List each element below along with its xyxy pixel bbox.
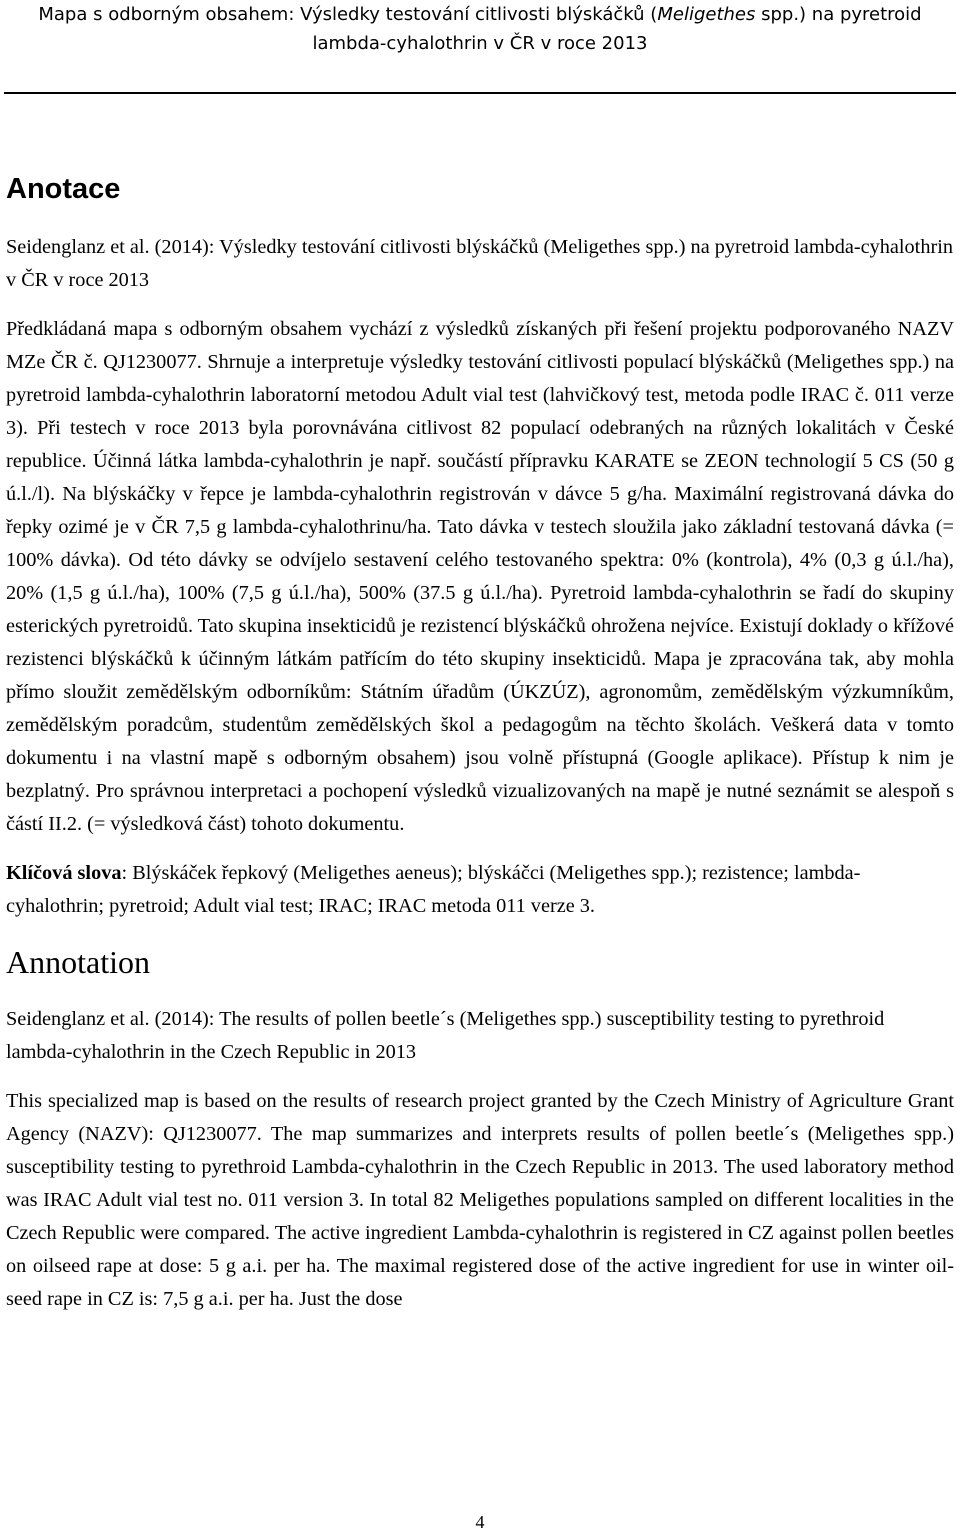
running-header-line-1: [8, 0, 952, 29]
page-number: 4: [475, 1512, 485, 1532]
keywords-text: : Blýskáček řepkový (Meligethes aeneus); blýskáčci (Meligethes spp.); rezistence; lambda-cyhalothrin; pyretroid; Adult vial test; IRAC; IRAC metoda 011 verze 3.: [6, 862, 861, 917]
keywords-label: Klíčová slova: [6, 862, 122, 884]
page-content: [6, 165, 954, 1332]
header-text-italic: Meligethes: [657, 4, 756, 25]
running-header-line-2: lambda-cyhalothrin v ČR v roce 2013: [312, 33, 648, 54]
running-header: [8, 0, 952, 58]
english-abstract: This specialized map is based on the results of research project granted by the Czech Ministry of Agriculture Grant Agency (NAZV): QJ1230077. The map summarizes and interprets results of pollen beetle´s (Meligethes spp.) susceptibility testing to pyrethroid Lambda-cyhalothrin in the Czech Republic in 2013. The used laboratory method was IRAC Adult vial test no. 011 version 3. In total 82 Meligethes populations sampled on different localities in the Czech Republic were compared. The active ingredient Lambda-cyhalothrin is registered in CZ against pollen beetles on oilseed rape at dose: 5 g a.i. per ha. The maximal registered dose of the active ingredient for use in winter oil-seed rape in CZ is: 7,5 g a.i. per ha. Just the dose: [6, 1090, 954, 1310]
czech-keywords: [6, 857, 954, 923]
header-rule: [4, 92, 956, 94]
czech-citation: Seidenglanz et al. (2014): Výsledky testování citlivosti blýskáčků (Meligethes spp.) na pyretroid lambda-cyhalothrin v ČR v roce 2013: [6, 236, 953, 291]
english-section-heading: Annotation: [6, 944, 150, 980]
header-text-end: spp.) na pyretroid: [755, 4, 922, 25]
header-text-start: Mapa s odborným obsahem: Výsledky testování citlivosti blýskáčků (: [38, 4, 658, 25]
english-citation: Seidenglanz et al. (2014): The results of pollen beetle´s (Meligethes spp.) susceptibility testing to pyrethroid lambda-cyhalothrin in the Czech Republic in 2013: [6, 1008, 885, 1063]
czech-abstract: Předkládaná mapa s odborným obsahem vychází z výsledků získaných při řešení projektu podporovaného NAZV MZe ČR č. QJ1230077. Shrnuje a interpretuje výsledky testování citlivosti populací blýskáčků (Meligethes spp.) na pyretroid lambda-cyhalothrin laboratorní metodou Adult vial test (lahvičkový test, metoda podle IRAC č. 011 verze 3). Při testech v roce 2013 byla porovnávána citlivost 82 populací odebraných na různých lokalitách v České republice. Účinná látka lambda-cyhalothrin je např. součástí přípravku KARATE se ZEON technologií 5 CS (50 g ú.l./l). Na blýskáčky v řepce je lambda-cyhalothrin registrován v dávce 5 g/ha. Maximální registrovaná dávka do řepky ozimé je v ČR 7,5 g lambda-cyhalothrinu/ha. Tato dávka v testech sloužila jako základní testovaná dávka (= 100% dávka). Od této dávky se odvíjelo sestavení celého testovaného spektra: 0% (kontrola), 4% (0,3 g ú.l./ha), 20% (1,5 g ú.l./ha), 100% (7,5 g ú.l./ha), 500% (37.5 g ú.l./ha). Pyretroid lambda-cyhalothrin se řadí do skupiny esterických pyretroidů. Tato skupina insekticidů je rezistencí blýskáčků ohrožena nejvíce. Existují doklady o křížové rezistenci blýskáčků k účinným látkám patřícím do této skupiny insekticidů. Mapa je zpracována tak, aby mohla přímo sloužit zemědělským odborníkům: Státním úřadům (ÚKZÚZ), agronomům, zemědělským výzkumníkům, zemědělským poradcům, studentům zemědělských škol a pedagogům na těchto školách. Veškerá data v tomto dokumentu i na vlastní mapě s odborným obsahem) jsou volně přístupná (Google aplikace). Přístup k nim je bezplatný. Pro správnou interpretaci a pochopení výsledků vizualizovaných na mapě je nutné seznámit se alespoň s částí II.2. (= výsledková část) tohoto dokumentu.: [6, 318, 954, 835]
czech-section-heading: Anotace: [6, 173, 121, 205]
